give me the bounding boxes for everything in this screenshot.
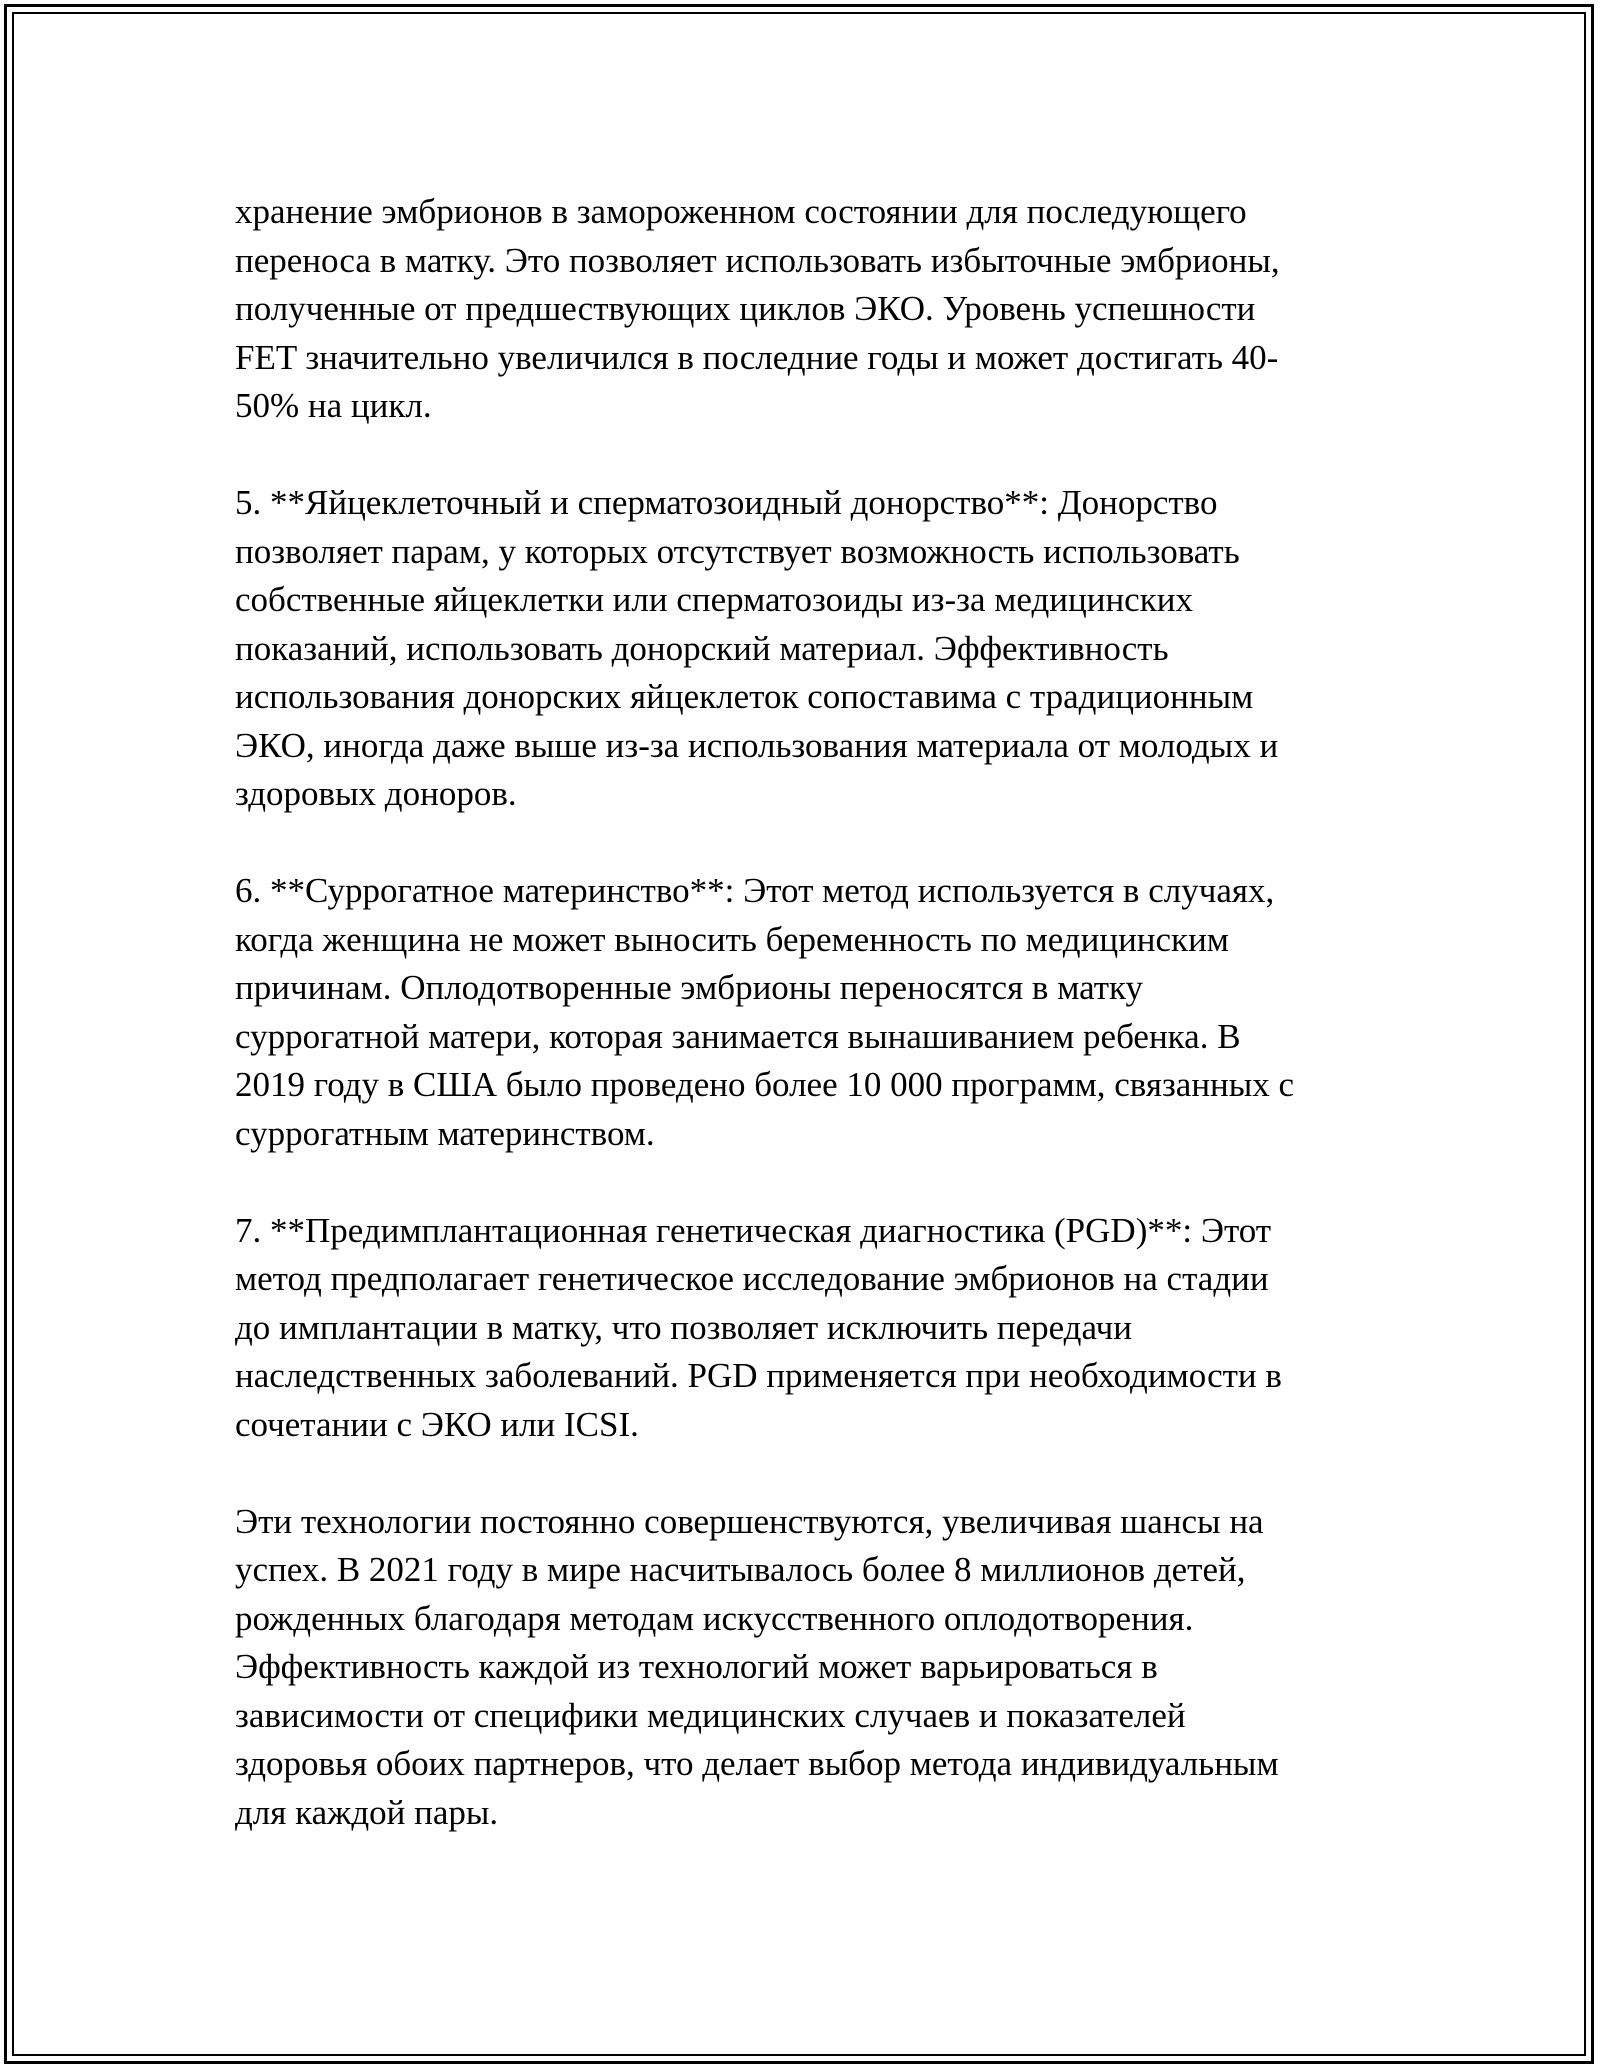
document-body [235,188,1365,1837]
paragraph-donorship: 5. **Яйцеклеточный и сперматозоидный донорство**: Донорство позволяет парам, у которых отсутствует возможность использовать собственные яйцеклетки или сперматозоиды из-за медицинских показаний, использовать донорский материал. Эффективность использования донорских яйцеклеток сопоставима с традиционным ЭКО, иногда даже выше из-за использования материала от молодых и здоровых доноров. [235,483,1279,813]
paragraph-conclusion: Эти технологии постоянно совершенствуются, увеличивая шансы на успех. В 2021 году в мире насчитывалось более 8 миллионов детей, рожденных благодаря методам искусственного оплодотворения. Эффективность каждой из технологий может варьироваться в зависимости от специфики медицинских случаев и показателей здоровья обоих партнеров, что делает выбор метода индивидуальным для каждой пары. [235,1501,1279,1832]
paragraph-surrogacy: 6. **Суррогатное материнство**: Этот метод используется в случаях, когда женщина не может выносить беременность по медицинским причинам. Оплодотворенные эмбрионы переносятся в матку суррогатной матери, которая занимается вынашиванием ребенка. В 2019 году в США было проведено более 10 000 программ, связанных с суррогатным материнством. [235,871,1295,1153]
paragraph-pgd: 7. **Предимплантационная генетическая диагностика (PGD)**: Этот метод предполагает генетическое исследование эмбрионов на стадии до имплантации в матку, что позволяет исключить передачи наследственных заболеваний. PGD применяется при необходимости в сочетании с ЭКО или ICSI. [235,1210,1282,1444]
paragraph-fet-continuation: хранение эмбрионов в замороженном состоянии для последующего переноса в матку. Это позволяет использовать избыточные эмбрионы, полученные от предшествующих циклов ЭКО. Уровень успешности FET значительно увеличился в последние годы и может достигать 40- 50% на цикл. [235,192,1280,425]
